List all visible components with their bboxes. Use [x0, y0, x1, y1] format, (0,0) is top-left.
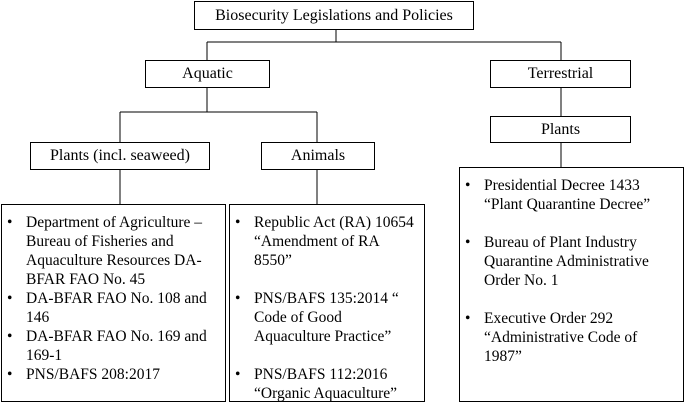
- list-item: [2, 327, 221, 365]
- bullet-marker: •: [235, 214, 241, 231]
- bullet-marker: •: [235, 366, 241, 383]
- bullet-marker: •: [7, 290, 13, 307]
- list-item-text: DA-BFAR FAO No. 169 and 169-1: [26, 328, 207, 364]
- list-item: [230, 213, 420, 270]
- list-item: [2, 289, 221, 327]
- node-aquatic: [145, 60, 270, 88]
- node-aquatic-animals: [261, 142, 375, 170]
- node-aquatic-plants: [30, 142, 210, 170]
- list-item-text: PNS/BAFS 135:2014 “ Code of Good Aquaculture Practice”: [254, 290, 399, 345]
- list-item-text: Department of Agriculture – Bureau of Fisheries and Aquaculture Resources DA-BFAR FAO No. 45: [26, 214, 203, 288]
- bullet-marker: •: [7, 214, 13, 231]
- node-label: Terrestrial: [527, 65, 594, 82]
- node-label: Biosecurity Legislations and Policies: [215, 6, 453, 24]
- node-biosecurity-root: [194, 1, 474, 30]
- bullet-marker: •: [465, 177, 471, 194]
- node-label: Animals: [290, 147, 346, 164]
- list-item-text: PNS/BAFS 208:2017: [26, 366, 160, 383]
- list-item-text: PNS/BAFS 112:2016 “Organic Aquaculture”: [254, 366, 398, 402]
- node-label: Aquatic: [182, 65, 233, 82]
- node-label: Plants: [540, 120, 581, 138]
- list-item: [460, 176, 677, 214]
- list-item: [460, 233, 677, 290]
- bullet-marker: •: [235, 290, 241, 307]
- list-item: [230, 289, 420, 346]
- list-item: [2, 213, 221, 289]
- node-terrestrial-plants: [490, 116, 631, 143]
- list-aquatic-plants: [1, 204, 226, 402]
- list-item: [2, 365, 221, 384]
- list-item-text: DA-BFAR FAO No. 108 and 146: [26, 290, 207, 326]
- bullet-marker: •: [465, 310, 471, 327]
- node-terrestrial: [490, 60, 631, 88]
- list-item-text: Republic Act (RA) 10654 “Amendment of RA 8550”: [254, 214, 414, 269]
- list-item-text: Presidential Decree 1433 “Plant Quarantine Decree”: [484, 177, 651, 213]
- list-item: [230, 365, 420, 403]
- list-terrestrial-plants: [459, 167, 684, 402]
- bullet-marker: •: [7, 366, 13, 383]
- bullet-marker: •: [7, 328, 13, 345]
- list-item-text: Bureau of Plant Industry Quarantine Administrative Order No. 1: [484, 234, 649, 289]
- list-aquatic-animals: [229, 204, 425, 402]
- list-item: [460, 309, 677, 366]
- list-item-text: Executive Order 292 “Administrative Code of 1987”: [484, 310, 638, 365]
- node-label: Plants (incl. seaweed): [50, 147, 190, 164]
- bullet-marker: •: [465, 234, 471, 251]
